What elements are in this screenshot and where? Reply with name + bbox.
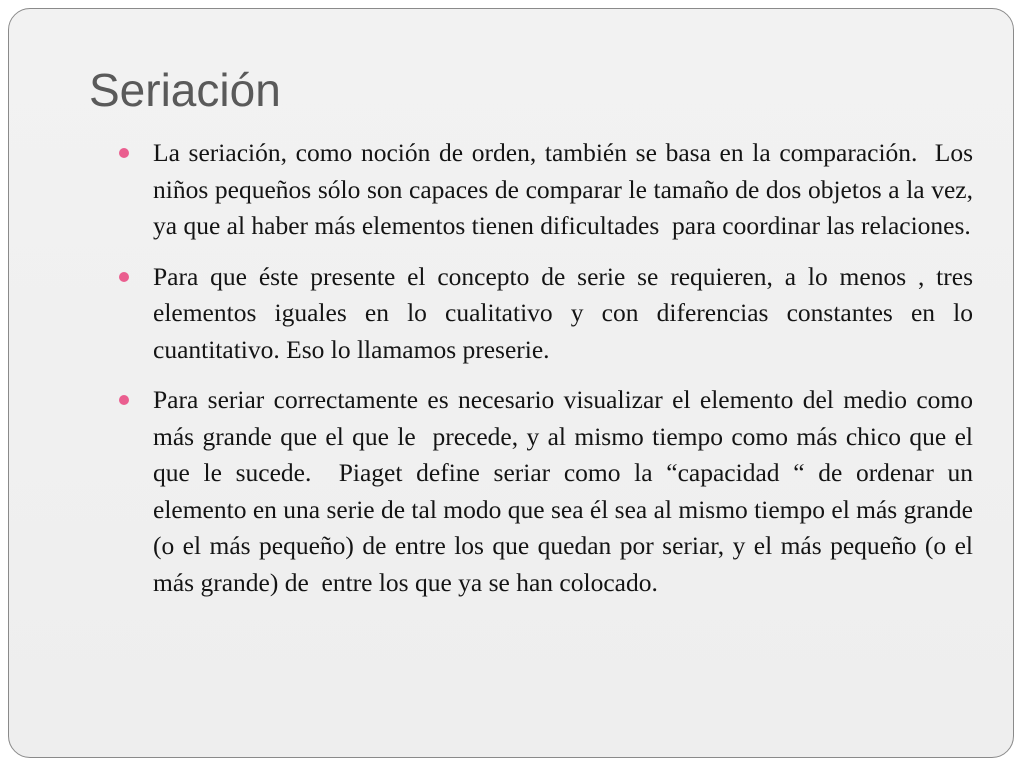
slide-title: Seriación [89, 64, 281, 116]
bullet-item [115, 259, 980, 369]
bullet-list [115, 135, 980, 615]
bullet-text: Para que éste presente el concepto de serie se requieren, a lo menos , tres elementos iguales en lo cualitativo y con diferencias constantes en lo cuantitativo. Eso lo llamamos preserie. [153, 261, 980, 364]
bullet-item [115, 135, 980, 245]
slide [8, 8, 1014, 758]
bullet-text: La seriación, como noción de orden, también se basa en la comparación. Los niños pequeños sólo son capaces de comparar le tamaño de dos objetos a la vez, ya que al haber más elementos tienen dificultades para coordinar las relaciones. [153, 138, 980, 240]
bullet-dot-icon [119, 148, 129, 158]
bullet-text: Para seriar correctamente es necesario visualizar el elemento del medio como más grande que el que le precede, y al mismo tiempo como más chico que el que le sucede. Piaget define seriar como la “capacidad “ de ordenar un elemento en una serie de tal modo que sea él sea al mismo tiempo el más grande (o el más pequeño) de entre los que quedan por seriar, y el más pequeño (o el más grande) de entre los que ya se han colocado. [153, 385, 980, 597]
bullet-item [115, 382, 980, 601]
bullet-dot-icon [119, 272, 129, 282]
bullet-dot-icon [119, 395, 129, 405]
